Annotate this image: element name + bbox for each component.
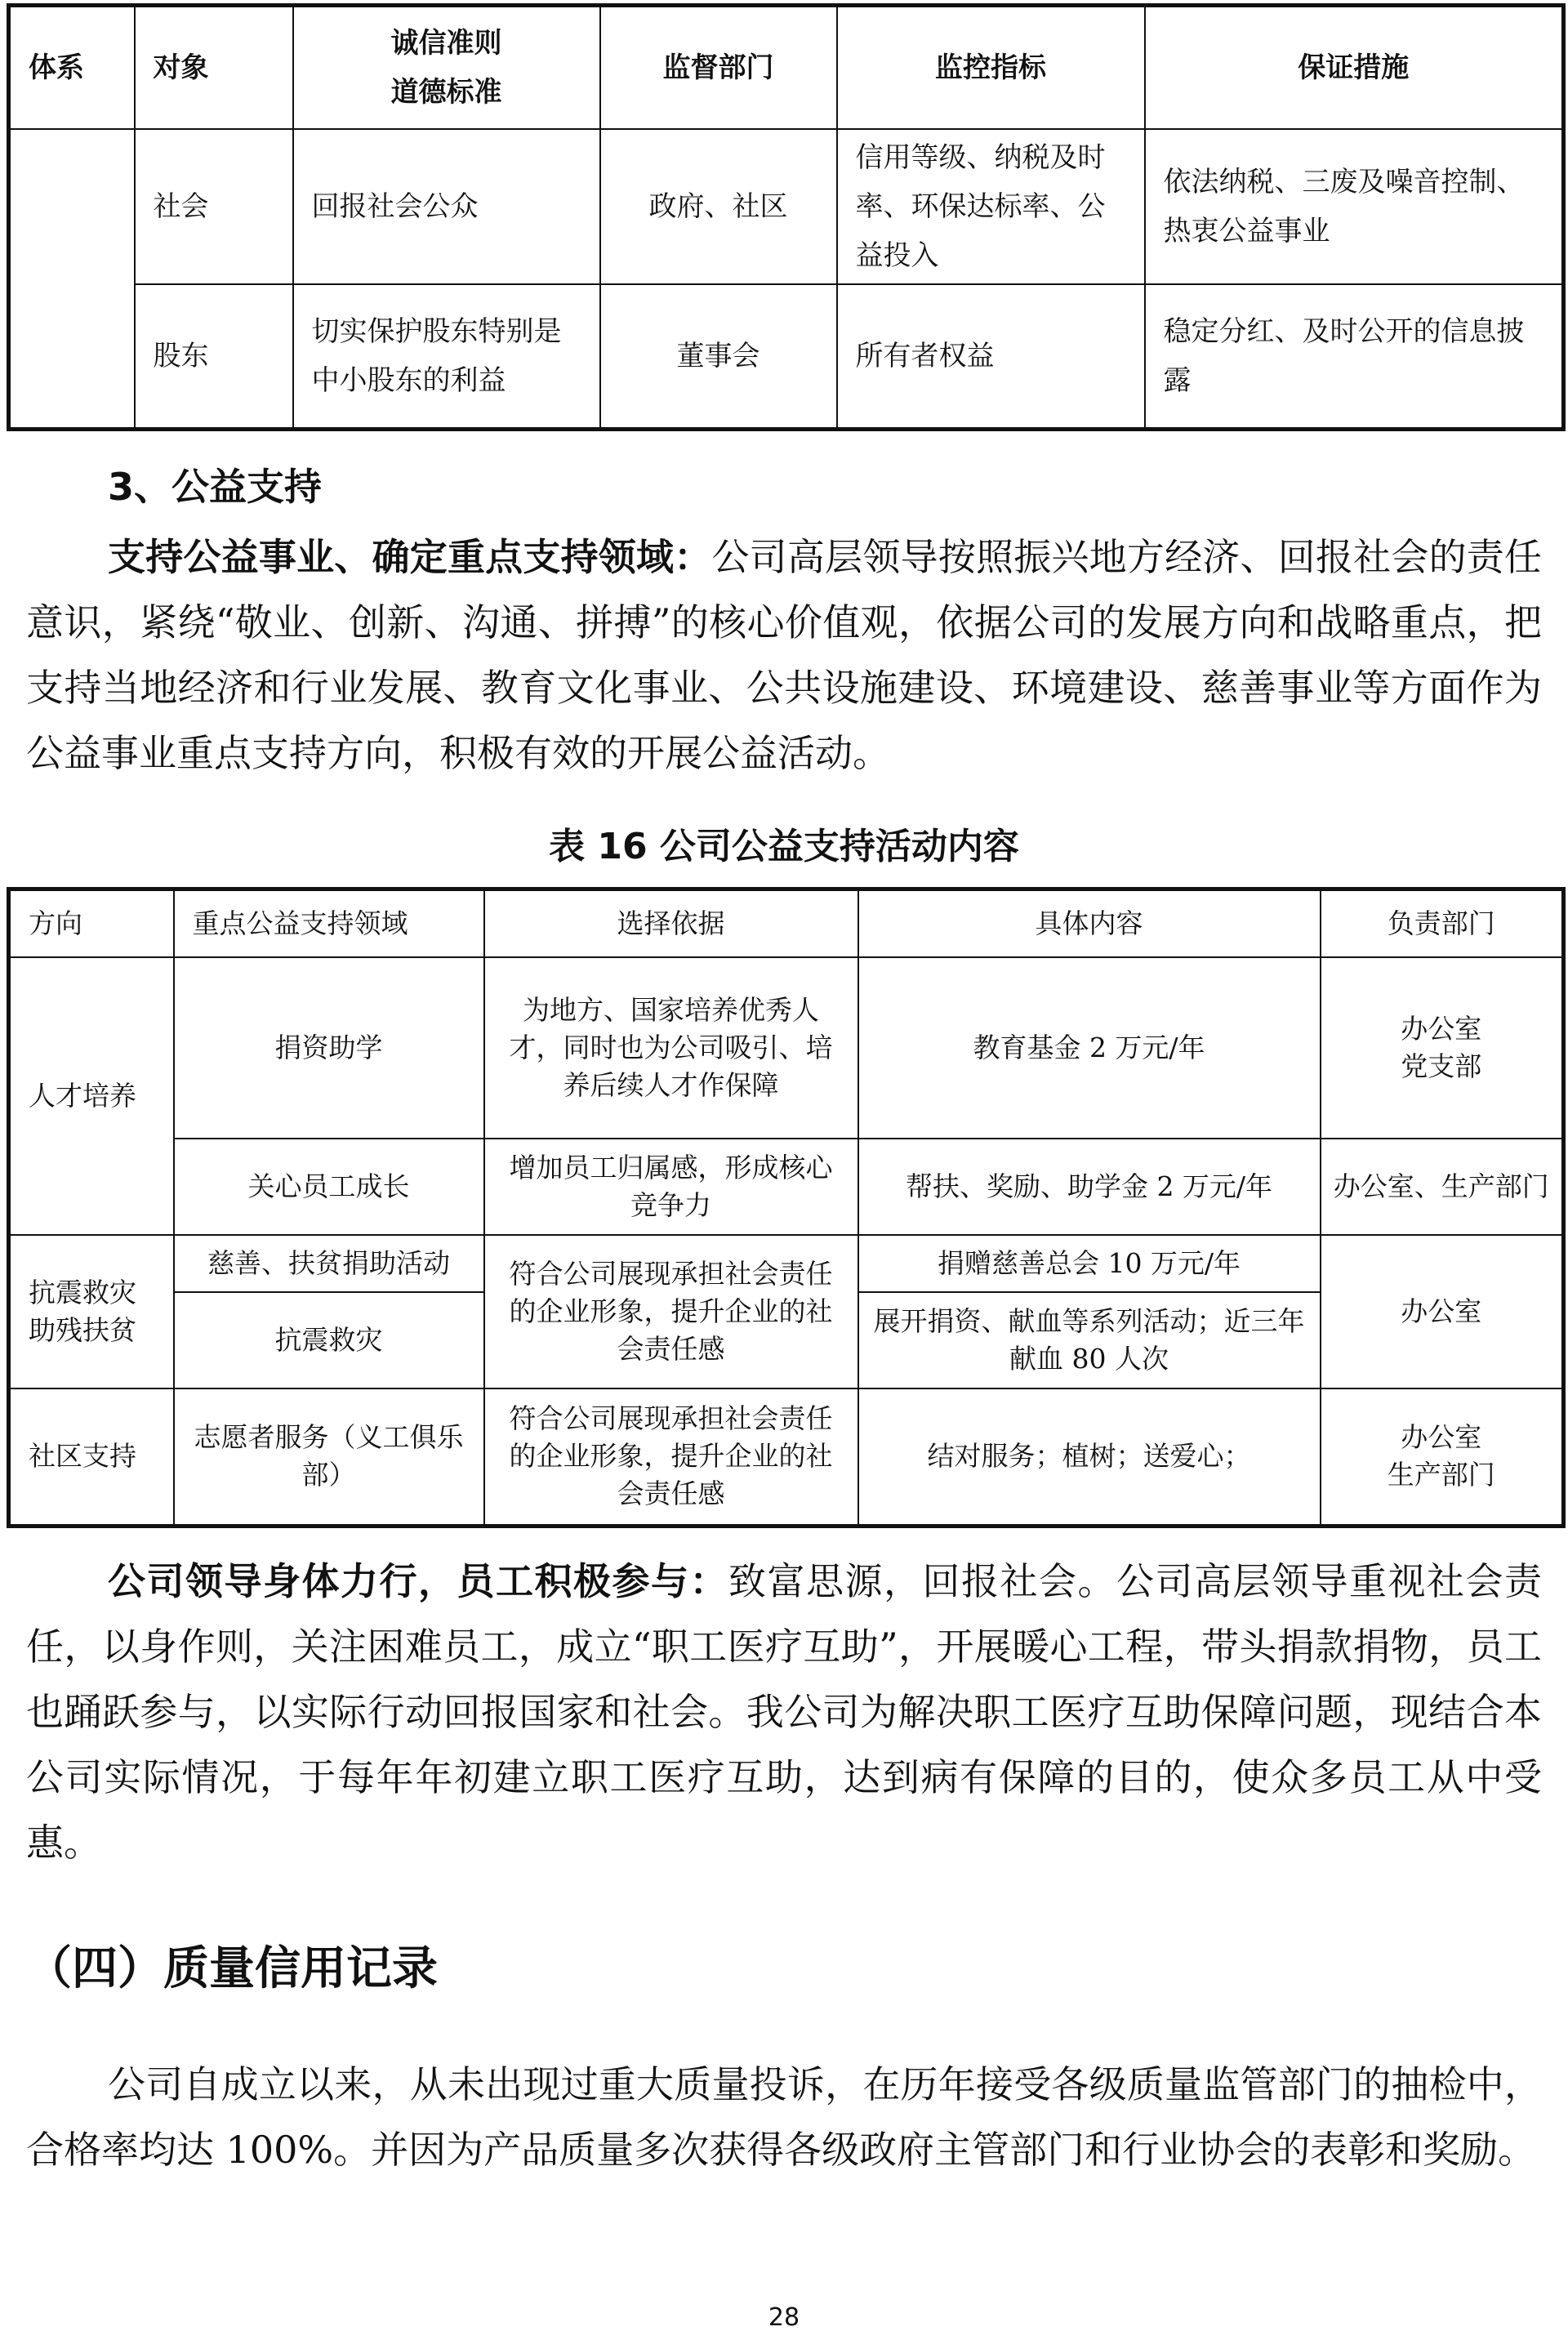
public-welfare-table (7, 887, 1566, 1528)
table-cell-dept: 办公室、生产部门 (1321, 1139, 1564, 1235)
table-cell-field: 关心员工成长 (174, 1139, 484, 1235)
table-cell-content: 结对服务；植树；送爱心； (858, 1388, 1321, 1526)
table-cell-standard: 切实保护股东特别是中小股东的利益 (293, 284, 600, 430)
section-heading: 3、公益支持 (108, 465, 323, 509)
header-focus-field: 重点公益支持领域 (174, 889, 484, 958)
table-cell-content: 捐赠慈善总会 10 万元/年 (858, 1235, 1321, 1292)
table-caption: 表 16 公司公益支持活动内容 (549, 826, 1019, 867)
header-responsible-dept: 负责部门 (1321, 889, 1564, 958)
table-cell-dept: 办公室 (1321, 1235, 1564, 1388)
paragraph-lead: 公司领导身体力行，员工积极参与： (108, 1559, 728, 1603)
table-cell-field: 抗震救灾 (174, 1292, 484, 1388)
paragraph-body: 公司高层领导按照振兴地方经济、回报社会的责任意识，紧绕“敬业、创新、沟通、拼搏”的核心价值观，依据公司的发展方向和战略重点，把支持当地经济和行业发展、教育文化事业、公共设施建设、环境建设、慈善事业等方面作为公益事业重点支持方向，积极有效的开展公益活动。 (26, 535, 1543, 775)
table-cell-dept: 董事会 (600, 284, 837, 430)
table-cell-measure: 稳定分红、及时公开的信息披露 (1145, 284, 1564, 430)
header-system: 体系 (9, 6, 135, 130)
table-row (9, 1388, 1564, 1526)
table-cell-content: 帮扶、奖励、助学金 2 万元/年 (858, 1139, 1321, 1235)
header-assurance-measure: 保证措施 (1145, 6, 1564, 130)
table-cell-object: 社会 (135, 129, 293, 284)
paragraph-body: 致富思源，回报社会。公司高层领导重视社会责任，以身作则，关注困难员工，成立“职工医疗互助”，开展暖心工程，带头捐款捐物，员工也踊跃参与，以实际行动回报国家和社会。我公司为解决职工医疗互助保障问题，现结合本公司实际情况，于每年年初建立职工医疗互助，达到病有保障的目的，使众多员工从中受惠。 (26, 1559, 1542, 1865)
table-cell-field: 志愿者服务（义工俱乐部） (174, 1388, 484, 1526)
table-cell-field: 慈善、扶贫捐助活动 (174, 1235, 484, 1292)
paragraph-quality-record: 公司自成立以来，从未出现过重大质量投诉，在历年接受各级质量监管部门的抽检中，合格率均达 100%。并因为产品质量多次获得各级政府主管部门和行业协会的表彰和奖励。 (26, 2062, 1542, 2172)
header-supervising-dept: 监督部门 (600, 6, 837, 130)
table-row (9, 1139, 1564, 1235)
table-cell-dept: 办公室 生产部门 (1321, 1388, 1564, 1526)
paragraph-leadership (26, 1549, 1542, 1875)
table-row (9, 284, 1564, 430)
table-cell-basis: 符合公司展现承担社会责任的企业形象，提升企业的社会责任感 (484, 1235, 858, 1388)
table-row (9, 129, 1564, 284)
table-cell-measure: 依法纳税、三废及噪音控制、热衷公益事业 (1145, 129, 1564, 284)
header-content: 具体内容 (858, 889, 1321, 958)
table-cell-basis: 为地方、国家培养优秀人才，同时也为公司吸引、培养后续人才作保障 (484, 957, 858, 1139)
table-cell-content: 展开捐资、献血等系列活动；近三年献血 80 人次 (858, 1292, 1321, 1388)
integrity-standards-table (7, 3, 1566, 431)
table-cell-field: 捐资助学 (174, 957, 484, 1139)
table-cell-indicator: 信用等级、纳税及时率、环保达标率、公益投入 (837, 129, 1145, 284)
table-header-row (9, 889, 1564, 958)
table-cell-object: 股东 (135, 284, 293, 430)
table-cell-basis: 增加员工归属感，形成核心竞争力 (484, 1139, 858, 1235)
paragraph-public-welfare (26, 524, 1542, 786)
table-cell-standard: 回报社会公众 (293, 129, 600, 284)
header-integrity-standard: 诚信准则 道德标准 (293, 6, 600, 130)
header-basis: 选择依据 (484, 889, 858, 958)
table-row (9, 1235, 1564, 1292)
table-cell-basis: 符合公司展现承担社会责任的企业形象，提升企业的社会责任感 (484, 1388, 858, 1526)
paragraph-lead: 支持公益事业、确定重点支持领域： (108, 535, 712, 579)
header-direction: 方向 (9, 889, 174, 958)
table-cell-dept: 政府、社区 (600, 129, 837, 284)
table-cell-direction: 社区支持 (9, 1388, 174, 1526)
table-row (9, 957, 1564, 1139)
table-cell-direction: 抗震救灾 助残扶贫 (9, 1235, 174, 1388)
header-monitoring-indicator: 监控指标 (837, 6, 1145, 130)
table-header-row (9, 6, 1564, 130)
table-cell-indicator: 所有者权益 (837, 284, 1145, 430)
header-object: 对象 (135, 6, 293, 130)
table-cell-direction: 人才培养 (9, 957, 174, 1235)
section-heading: （四）质量信用记录 (26, 1942, 438, 1995)
page-number: 28 (768, 2303, 800, 2332)
table-cell-content: 教育基金 2 万元/年 (858, 957, 1321, 1139)
table-cell-dept: 办公室 党支部 (1321, 957, 1564, 1139)
table-cell-system (9, 129, 135, 430)
